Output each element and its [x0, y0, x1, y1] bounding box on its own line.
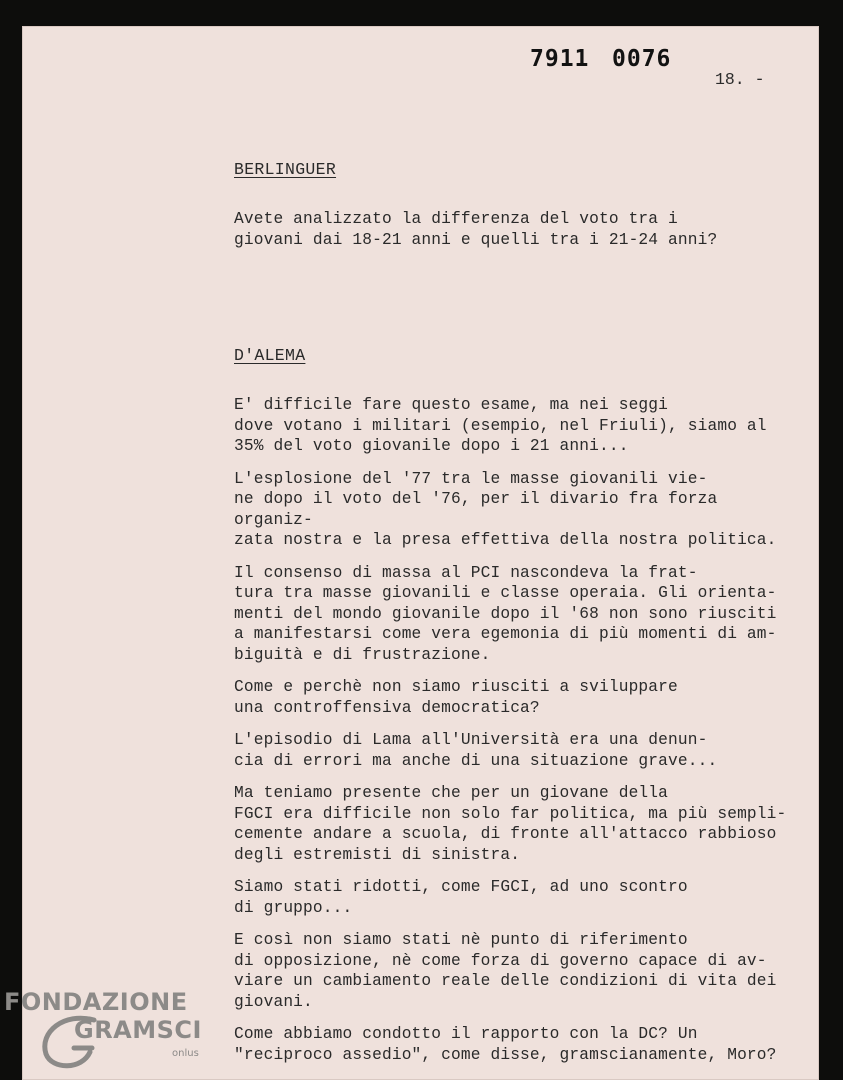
watermark-line1: FONDAZIONE	[4, 988, 188, 1016]
paragraph: Come e perchè non siamo riusciti a sviluppare una controffensiva democratica?	[234, 678, 678, 717]
paragraph: Ma teniamo presente che per un giovane della FGCI era difficile non solo far politica, ma più sempli- cemente andare a scuola, di fronte all'attacco rabbioso degli estremisti di sinistra.	[234, 784, 787, 864]
transcript-body	[234, 160, 804, 1077]
archive-code-part-a: 7911	[530, 46, 590, 72]
speaker-dalema: D'ALEMA	[234, 346, 306, 365]
paragraph: Il consenso di massa al PCI nascondeva la frat- tura tra masse giovanili e classe operaia. Gli orienta- menti del mondo giovanile dopo il '68 non sono riusciti a manifestarsi come vera egemonia di più momenti di am- biguità e di frustrazione.	[234, 563, 777, 664]
paragraph: Come abbiamo condotto il rapporto con la DC? Un "reciproco assedio", come disse, gramscianamente, Moro?	[234, 1025, 777, 1064]
archive-code-part-b: 0076	[612, 46, 672, 72]
paragraph: L'episodio di Lama all'Università era una denun- cia di errori ma anche di una situazione grave...	[234, 731, 718, 770]
paragraph: Avete analizzato la differenza del voto tra i giovani dai 18-21 anni e quelli tra i 21-24 anni?	[234, 210, 718, 249]
page-number: 18. -	[715, 70, 765, 89]
fondazione-gramsci-watermark	[4, 988, 224, 1076]
paragraph: E' difficile fare questo esame, ma nei seggi dove votano i militari (esempio, nel Friuli), siamo al 35% del voto giovanile dopo i 21 anni...	[234, 396, 767, 455]
paragraph: E così non siamo stati nè punto di riferimento di opposizione, nè come forza di governo capace di av- viare un cambiamento reale delle condizioni di vita dei giovani.	[234, 931, 777, 1011]
watermark-suffix: onlus	[172, 1048, 199, 1059]
paragraph: L'esplosione del '77 tra le masse giovanili vie- ne dopo il voto del '76, per il divario fra forza organiz- zata nostra e la presa effettiva della nostra politica.	[234, 469, 777, 549]
spacer	[234, 262, 804, 346]
paragraph: Siamo stati ridotti, come FGCI, ad uno scontro di gruppo...	[234, 878, 688, 917]
watermark-line2: GRAMSCI	[74, 1016, 202, 1044]
speaker-berlinguer: BERLINGUER	[234, 160, 337, 179]
